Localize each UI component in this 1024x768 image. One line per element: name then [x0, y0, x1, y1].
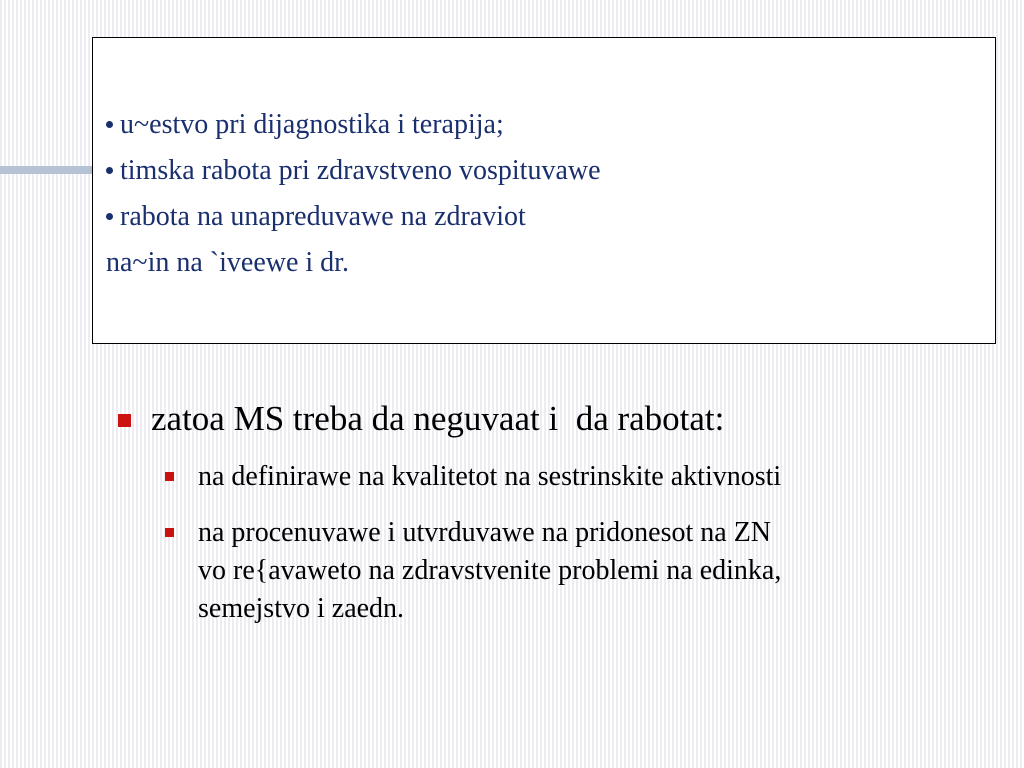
title-line-text: rabota na unapreduvawe na zdraviot	[120, 201, 526, 232]
bullet-level2-text: na definirawe na kvalitetot na sestrinskite aktivnosti	[198, 461, 782, 492]
square-bullet-icon	[165, 472, 174, 481]
square-bullet-icon	[165, 528, 174, 537]
bullet-level2-text: na procenuvawe i utvrduvawe na pridonesot na ZN vo re{avaweto na zdravstvenite problemi na edinka, semejstvo i zaedn.	[198, 517, 782, 624]
title-line-text: u~estvo pri dijagnostika i terapija;	[120, 109, 504, 140]
bullet-level1	[118, 396, 724, 442]
bullet-level2-item-1	[165, 458, 978, 496]
title-line-text: timska rabota pri zdravstveno vospituvawe	[120, 155, 601, 186]
title-line-text: na~in na `iveewe i dr.	[106, 247, 349, 278]
square-bullet-icon	[118, 414, 131, 427]
bullet-level1-text: zatoa MS treba da neguvaat i da rabotat:	[151, 399, 725, 438]
bullet-level2-item-2	[165, 514, 978, 628]
